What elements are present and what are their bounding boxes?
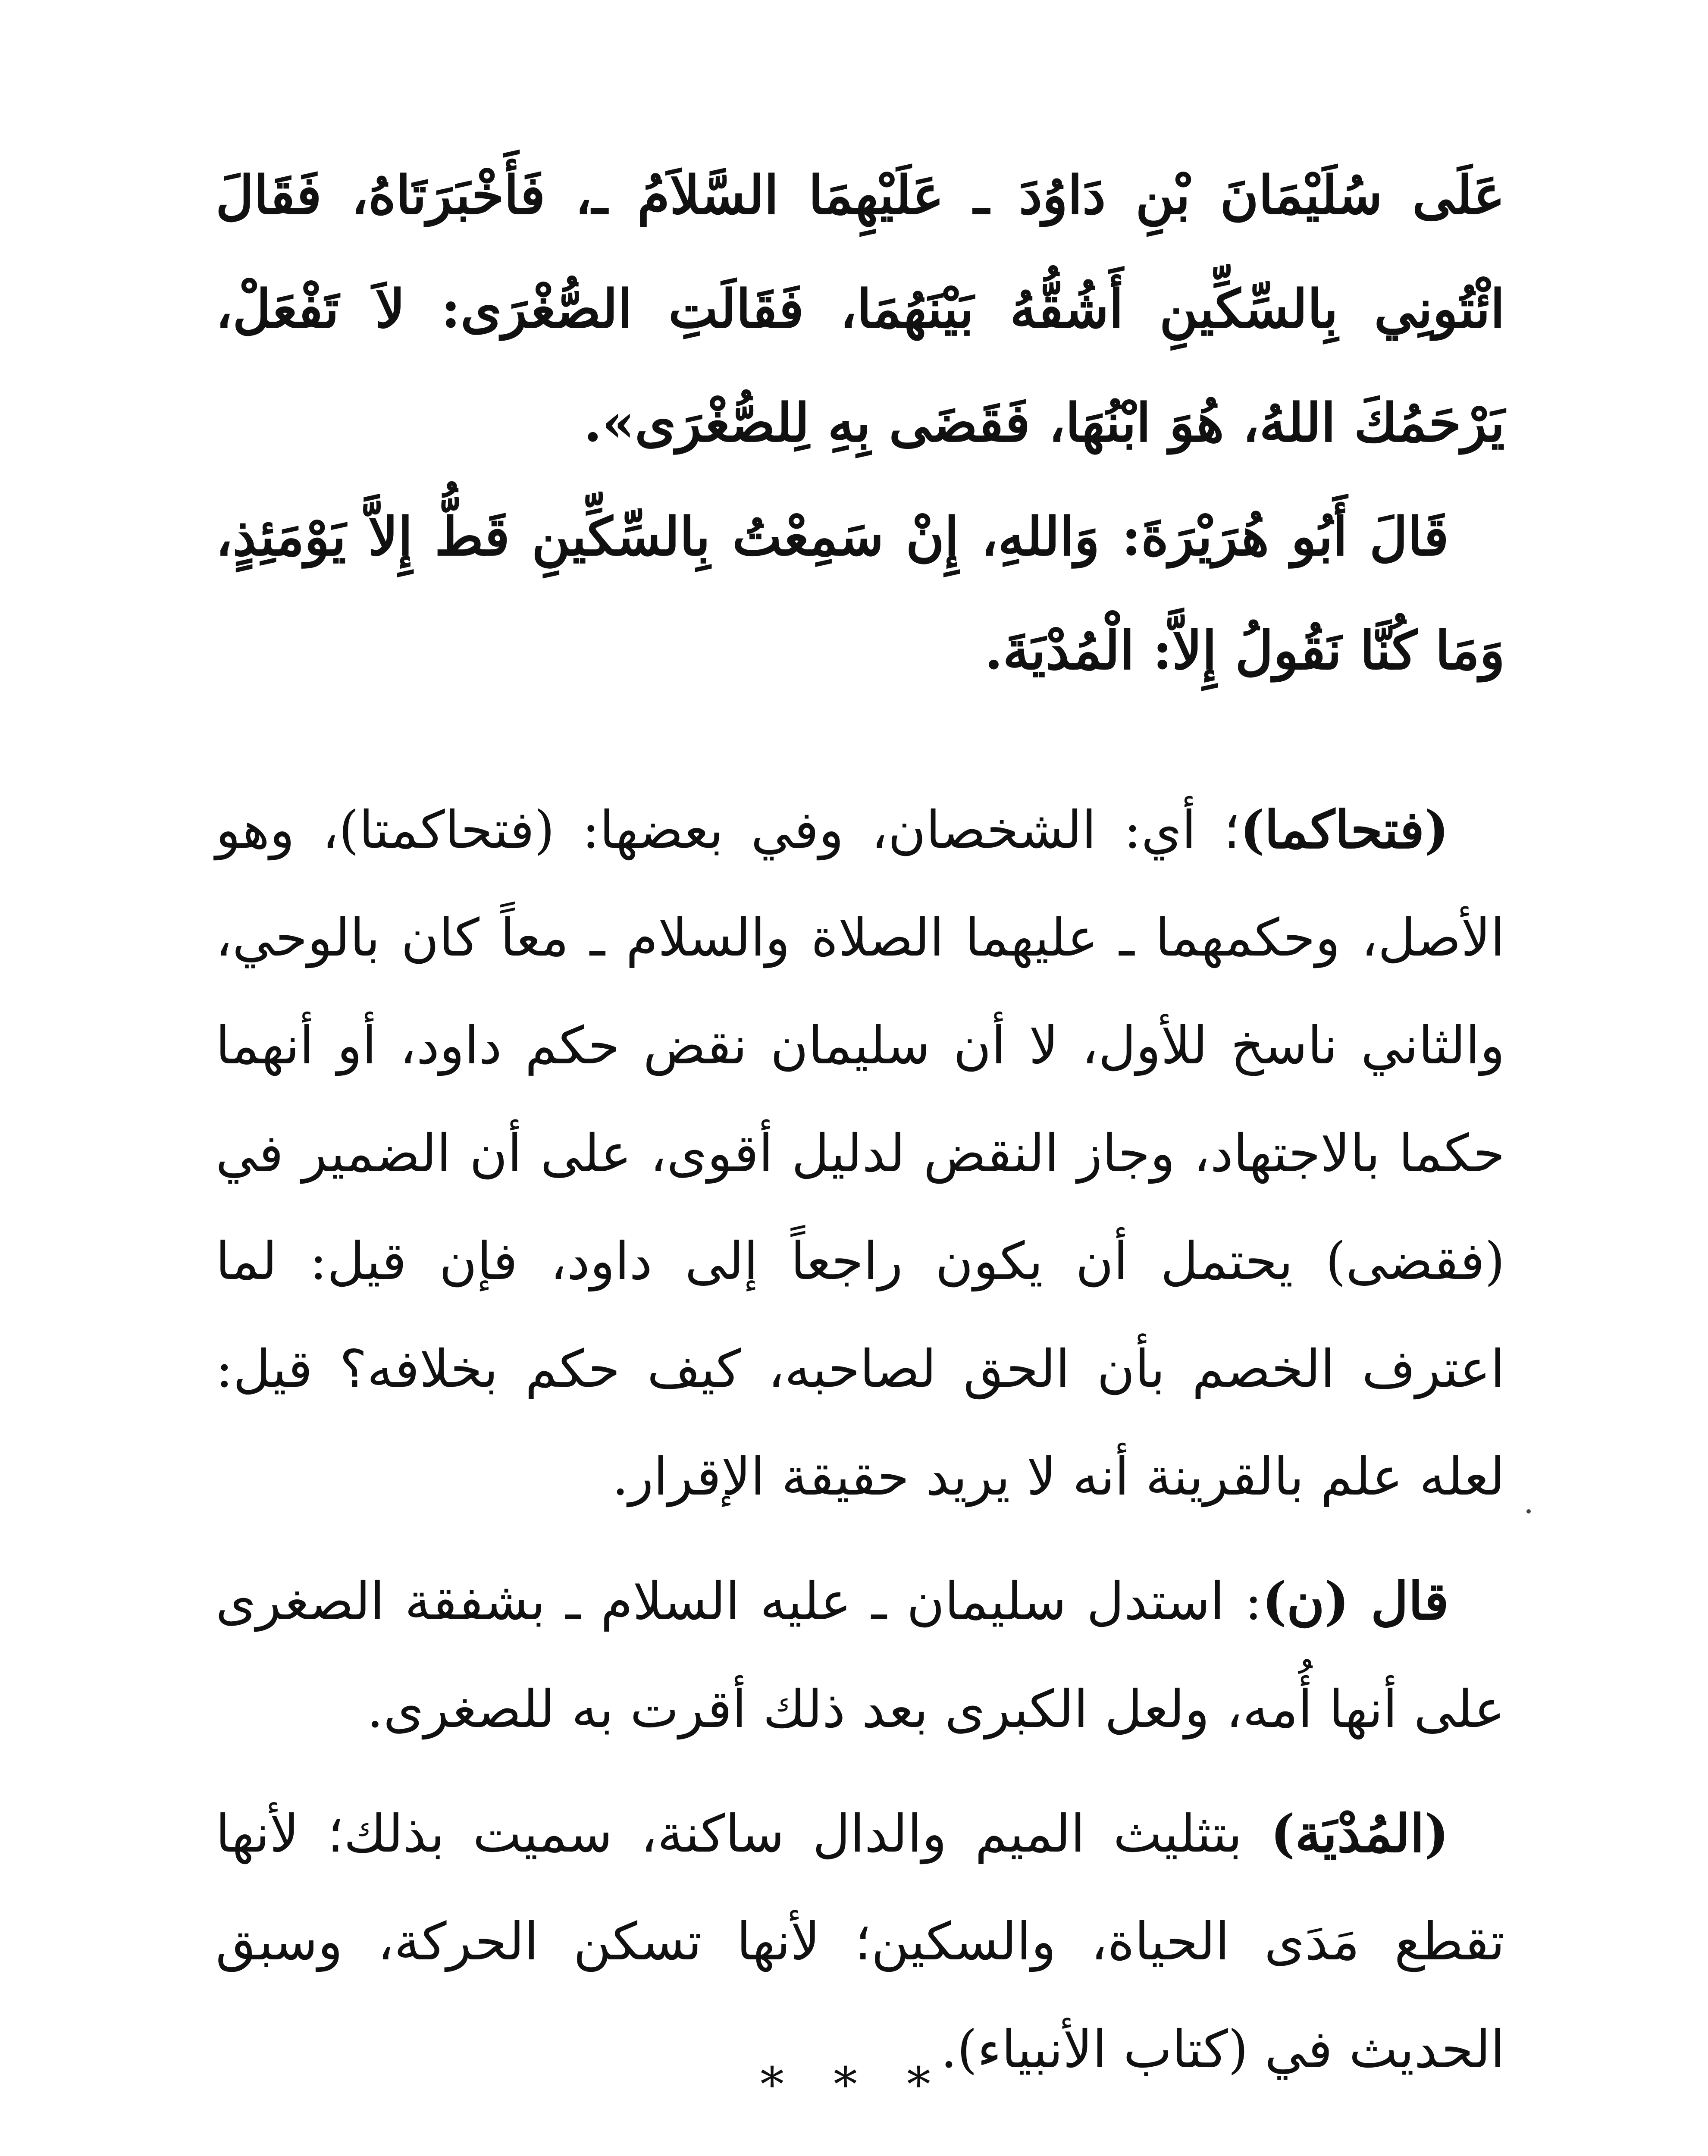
commentary-lead-1: (فتحاكما) — [1240, 799, 1449, 860]
commentary-paragraph-3 — [216, 1780, 1505, 2104]
commentary-lead-3: (المُدْيَة) — [1270, 1803, 1449, 1864]
section-separator: * * * — [760, 2057, 948, 2112]
commentary-text — [216, 776, 1505, 2120]
commentary-lead-2: قال (ن) — [1262, 1571, 1449, 1632]
commentary-body-3: بتثليث الميم والدال ساكنة، سميت بذلك؛ لأنها تقطع مَدَى الحياة، والسكين؛ لأنها تسكن الحركة، وسبق الحديث في (كتاب الأنبياء). — [216, 1804, 1505, 2080]
commentary-paragraph-2 — [216, 1548, 1505, 1764]
hadith-paragraph-1: عَلَى سُلَيْمَانَ بْنِ دَاوُدَ ـ عَلَيْهِمَا السَّلاَمُ ـ، فَأَخْبَرَتَاهُ، فَقَالَ ائْتُونِي بِالسِّكِّينِ أَشُقُّهُ بَيْنَهُمَا، فَقَالَتِ الصُّغْرَى: لاَ تَفْعَلْ، يَرْحَمُكَ اللهُ، هُوَ ابْنُهَا، فَقَضَى بِهِ لِلصُّغْرَى». — [216, 164, 1505, 454]
hadith-text — [216, 138, 1505, 707]
hadith-paragraph-2: قَالَ أَبُو هُرَيْرَةَ: وَاللهِ، إِنْ سَمِعْتُ بِالسِّكِّينِ قَطُّ إِلاَّ يَوْمَئِذٍ، وَمَا كُنَّا نَقُولُ إِلاَّ: الْمُدْيَةَ. — [216, 505, 1505, 681]
commentary-paragraph-1 — [216, 776, 1505, 1531]
commentary-body-2: : استدل سليمان ـ عليه السلام ـ بشفقة الصغرى على أنها أُمه، ولعل الكبرى بعد ذلك أقرت به للصغرى. — [216, 1572, 1505, 1739]
commentary-body-1: ؛ أي: الشخصان، وفي بعضها: (فتحاكمتا)، وهو الأصل، وحكمهما ـ عليهما الصلاة والسلام ـ معاً كان بالوحي، والثاني ناسخ للأول، لا أن سليمان نقض حكم داود، أو أنهما حكما بالاجتهاد، وجاز النقض لدليل أقوى، على أن الضمير في (فقضى) يحتمل أن يكون راجعاً إلى داود، فإن قيل: لما اعترف الخصم بأن الحق لصاحبه، كيف حكم بخلافه؟ قيل: لعله علم بالقرينة أنه لا يريد حقيقة الإقرار. — [216, 800, 1505, 1507]
scan-speck — [1526, 1509, 1531, 1514]
